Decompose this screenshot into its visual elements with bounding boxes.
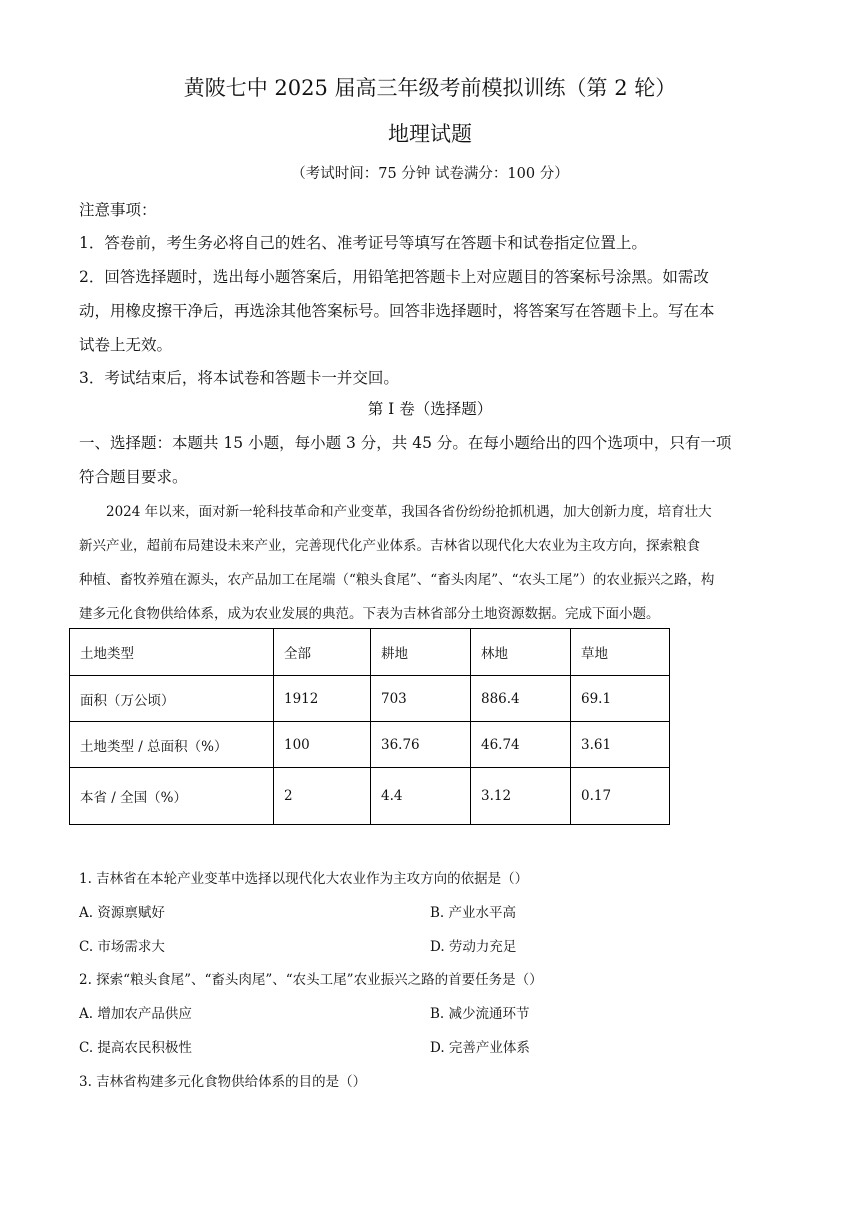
question-2-option-d[interactable]: D. 完善产业体系 <box>430 1040 530 1056</box>
notice-item-2-line-1: 2．回答选择题时，选出每小题答案后，用铅笔把答题卡上对应题目的答案标号涂黑。如需改 <box>79 268 709 286</box>
question-1-option-c[interactable]: C. 市场需求大 <box>79 939 165 955</box>
notice-item-3: 3．考试结束后，将本试卷和答题卡一并交回。 <box>79 369 399 387</box>
table-cell: 703 <box>371 676 471 722</box>
table-cell: 林地 <box>471 629 571 676</box>
table-cell: 100 <box>274 722 371 768</box>
table-cell: 本省 / 全国（%） <box>70 768 274 825</box>
section-instruction-line-2: 符合题目要求。 <box>79 468 188 486</box>
table-row <box>70 676 670 722</box>
notice-heading: 注意事项： <box>79 201 157 219</box>
table-cell: 耕地 <box>371 629 471 676</box>
table-cell: 全部 <box>274 629 371 676</box>
notice-item-1: 1．答卷前，考生务必将自己的姓名、准考证号等填写在答题卡和试卷指定位置上。 <box>79 234 647 252</box>
notice-item-2-line-3: 试卷上无效。 <box>79 336 173 354</box>
section-instruction-line-1: 一、选择题：本题共 15 小题，每小题 3 分，共 45 分。在每小题给出的四个选项中，只有一项 <box>79 434 732 452</box>
table-cell: 3.12 <box>471 768 571 825</box>
table-cell: 69.1 <box>571 676 670 722</box>
table-row <box>70 768 670 825</box>
section-title: 第 I 卷（选择题） <box>367 400 493 418</box>
question-2-option-c[interactable]: C. 提高农民积极性 <box>79 1040 192 1056</box>
table-cell: 0.17 <box>571 768 670 825</box>
question-3-stem: 3. 吉林省构建多元化食物供给体系的目的是（） <box>79 1074 367 1090</box>
passage-line-1: 2024 年以来，面对新一轮科技革命和产业变革，我国各省份纷纷抢抓机遇，加大创新力度，培育壮大 <box>106 504 712 520</box>
question-1-option-d[interactable]: D. 劳动力充足 <box>430 939 517 955</box>
passage-line-3: 种植、畜牧养殖在源头，农产品加工在尾端（“粮头食尾”、“畜头肉尾”、“农头工尾”）的农业振兴之路，构 <box>79 572 715 588</box>
table-cell: 3.61 <box>571 722 670 768</box>
land-resource-table <box>69 628 670 825</box>
table-row <box>70 722 670 768</box>
question-2-option-b[interactable]: B. 减少流通环节 <box>430 1006 530 1022</box>
question-1-option-a[interactable]: A. 资源禀赋好 <box>79 905 165 921</box>
table-cell: 草地 <box>571 629 670 676</box>
exam-subtitle: 地理试题 <box>388 122 472 146</box>
exam-title: 黄陂七中 2025 届高三年级考前模拟训练（第 2 轮） <box>183 76 677 100</box>
table-cell: 面积（万公顷） <box>70 676 274 722</box>
table-cell: 1912 <box>274 676 371 722</box>
question-2-stem: 2. 探索“粮头食尾”、“畜头肉尾”、“农头工尾”农业振兴之路的首要任务是（） <box>79 972 543 988</box>
table-cell: 土地类型 / 总面积（%） <box>70 722 274 768</box>
question-2-option-a[interactable]: A. 增加农产品供应 <box>79 1006 192 1022</box>
table-cell: 土地类型 <box>70 629 274 676</box>
question-1-option-b[interactable]: B. 产业水平高 <box>430 905 517 921</box>
notice-item-2-line-2: 动，用橡皮擦干净后，再选涂其他答案标号。回答非选择题时，将答案写在答题卡上。写在本 <box>79 302 715 320</box>
passage-line-2: 新兴产业，超前布局建设未来产业，完善现代化产业体系。吉林省以现代化大农业为主攻方向，探索粮食 <box>79 538 700 554</box>
table-header-row <box>70 629 670 676</box>
passage-line-4: 建多元化食物供给体系，成为农业发展的典范。下表为吉林省部分土地资源数据。完成下面小题。 <box>79 606 660 622</box>
table-cell: 886.4 <box>471 676 571 722</box>
question-1-stem: 1. 吉林省在本轮产业变革中选择以现代化大农业作为主攻方向的依据是（） <box>79 871 529 887</box>
table-cell: 36.76 <box>371 722 471 768</box>
table-cell: 4.4 <box>371 768 471 825</box>
table-cell: 46.74 <box>471 722 571 768</box>
table-cell: 2 <box>274 768 371 825</box>
exam-info: （考试时间：75 分钟 试卷满分：100 分） <box>291 166 569 182</box>
